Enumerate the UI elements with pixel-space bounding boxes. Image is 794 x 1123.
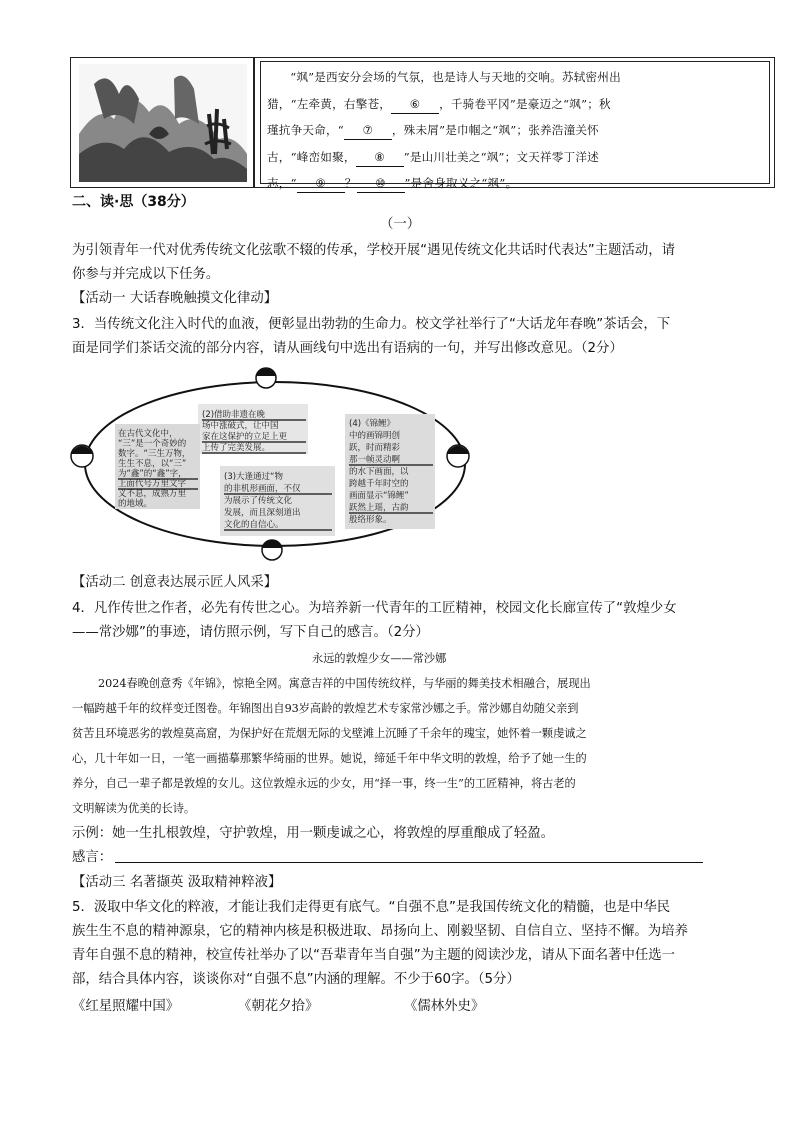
bubble-2-line-1: (2)借助非遗在晚 xyxy=(202,410,266,420)
q4-line-2: ——常沙娜”的事迹，请仿照示例，写下自己的感言。（2分） xyxy=(72,625,429,640)
bubble-4-line-8: 跃然上瑶，古韵 xyxy=(349,503,409,513)
q3-line-1: 3．当传统文化注入时代的血液，便彰显出勃勃的生命力。校文学社举行了“大话龙年春晚”茶话会，下 xyxy=(72,317,671,332)
bubble-1-line-4: 生生不息，以“三” xyxy=(118,459,187,469)
bubble-2-line-4: 上传了完美发展。 xyxy=(202,443,271,453)
book-option-1[interactable]: 《红星照耀中国》 xyxy=(72,999,180,1014)
poem-line-4: 古，“峰峦如聚， ⑧ ”是山川壮美之“飒”；文天祥零丁洋述 xyxy=(267,144,767,171)
book-option-2[interactable]: 《朝花夕拾》 xyxy=(238,999,319,1014)
bubble-1-line-2: “三”是一个奇妙的 xyxy=(118,439,187,449)
bubble-3-line-4: 发展，而且深刻道出 xyxy=(224,508,301,518)
blank-7[interactable]: ⑦ xyxy=(344,121,392,140)
student-avatar-left xyxy=(71,445,93,467)
bubble-4-line-7: 画面显示“锦鲤” xyxy=(349,491,409,501)
blank-8[interactable]: ⑧ xyxy=(356,148,404,167)
intro-line-2: 你参与并完成以下任务。 xyxy=(72,267,220,282)
bubble-3-line-2: 的非机形画面，不仅 xyxy=(224,484,301,494)
student-avatar-right xyxy=(447,445,469,467)
intro-line-1: 为引领青年一代对优秀传统文化弦歌不辍的传承，学校开展“遇见传统文化共话时代表达”主题活动，请 xyxy=(72,243,676,258)
bubble-1-line-5: 为“鑫”的“鑫”字， xyxy=(118,469,187,479)
student-avatar-bottom xyxy=(262,540,282,560)
article-line-6: 文明解读为优美的长诗。 xyxy=(72,802,196,815)
poem-box xyxy=(70,57,775,188)
bubble-1-line-8: 的地域。 xyxy=(118,499,153,509)
bubble-4-line-4: 那一帧灵动啊 xyxy=(349,455,401,465)
poem-line-3: 瑾抗争天命，“ ⑦ ，殊未屑”是巾帼之“飒”；张养浩潼关怀 xyxy=(267,117,767,144)
article-title: 永远的敦煌少女——常沙娜 xyxy=(312,652,447,665)
poem-line-1: “飒”是西安分会场的气氛，也是诗人与天地的交响。苏轼密州出 xyxy=(290,70,621,84)
article-line-3: 贫苦且环境恶劣的敦煌莫高窟，为保护好在荒烟无际的戈壁滩上沉睡了千余年的瑰宝，她怀着一颗虔诚之 xyxy=(72,727,587,740)
q5-line-4: 部，结合具体内容，谈谈你对“自强不息”内涵的理解。不少于60字。（5分） xyxy=(72,972,520,987)
answer-line[interactable] xyxy=(115,862,703,863)
article-line-2: 一幅跨越千年的纹样变迁图卷。年锦图出自93岁高龄的敦煌艺术专家常沙娜之手。常沙娜自幼随父亲到 xyxy=(72,702,579,715)
blank-10[interactable]: ⑩ xyxy=(357,174,405,193)
blank-6[interactable]: ⑥ xyxy=(391,95,439,114)
bubble-1-line-1: 在古代文化中， xyxy=(118,429,178,439)
activity1-title: 【活动一 大话春晚触摸文化律动】 xyxy=(72,291,278,306)
blank-9[interactable]: ⑨ xyxy=(297,174,345,193)
poem-line-5: 志，“ ⑨ ？ ⑩ ”是舍身取义之“飒”。 xyxy=(267,170,767,197)
bubble-4-line-3: 跃，时而精彩 xyxy=(349,443,401,453)
q5-line-2: 族生生不息的精神源泉，它的精神内核是积极进取、昂扬向上、刚毅坚韧、自信自立、坚持不懈。为培养 xyxy=(72,924,688,939)
bubble-1-line-3: 数字。“三生万物， xyxy=(118,449,191,459)
bubble-4-line-9: 般络形象。 xyxy=(349,515,392,525)
bubble-4-line-2: 中的画锦明创 xyxy=(349,431,401,441)
article-line-1: 2024春晚创意秀《年锦》，惊艳全网。寓意吉祥的中国传统纹样，与华丽的舞美技术相融合，展现出 xyxy=(98,677,591,690)
ink-painting-image xyxy=(79,64,247,182)
section-sub: （一） xyxy=(380,217,421,232)
section-heading: 二、读·思（38分） xyxy=(72,194,195,210)
ink-painting-illustration xyxy=(79,64,247,182)
q4-line-1: 4．凡作传世之作者，必先有传世之心。为培养新一代青年的工匠精神，校园文化长廊宣传了“敦煌少女 xyxy=(72,601,677,616)
q3-line-2: 面是同学们茶话交流的部分内容，请从画线句中选出有语病的一句，并写出修改意见。（2分） xyxy=(72,341,623,356)
activity2-title: 【活动二 创意表达展示匠人风采】 xyxy=(72,575,278,590)
box-divider xyxy=(253,58,255,187)
bubble-3-line-3: 为展示了传统文化 xyxy=(224,496,293,506)
bubble-2-line-2: 场中涨破式，让中国 xyxy=(202,421,279,431)
article-line-4: 心，几十年如一日，一笔一画描摹那繁华绮丽的世界。她说，缔延千年中华文明的敦煌，给予了她一生的 xyxy=(72,752,587,765)
q5-line-3: 青年自强不息的精神，校宣传社举办了以“吾辈青年当自强”为主题的阅读沙龙，请从下面名著中任选一 xyxy=(72,948,676,963)
poem-text xyxy=(267,64,767,197)
answer-label: 感言： xyxy=(72,850,113,865)
bubble-3-line-1: (3)大逢通过“物 xyxy=(224,472,283,482)
bubble-4-line-6: 跨越千年时空的 xyxy=(349,479,409,489)
article-line-5: 养分，自己一辈子都是敦煌的女儿。这位敦煌永远的少女，用“择一事，终一生”的工匠精神，将古老的 xyxy=(72,777,576,790)
poem-line-2: 猎，“左牵黄，右擎苍， ⑥ ，千骑卷平冈”是豪迈之“飒”；秋 xyxy=(267,91,767,118)
q5-line-1: 5．汲取中华文化的粹液，才能让我们走得更有底气。“自强不息”是我国传统文化的精髓，也是中华民 xyxy=(72,900,671,915)
bubble-1-line-7: 义不息，成熟万里 xyxy=(118,489,187,499)
bubble-4-line-5: 的水下画面，以 xyxy=(349,467,409,477)
bubble-1-line-6: 上面代号万里文字 xyxy=(118,479,187,489)
bubble-2-line-3: 家在这保护的立足上更 xyxy=(202,432,288,442)
example-text: 示例：她一生扎根敦煌，守护敦煌，用一颗虔诚之心，将敦煌的厚重酿成了轻盈。 xyxy=(72,826,555,841)
tea-talk-diagram xyxy=(70,366,480,564)
activity3-title: 【活动三 名著撷英 汲取精神粹液】 xyxy=(72,875,282,890)
bubble-3-line-5: 文化的自信心。 xyxy=(224,520,284,530)
tea-talk-illustration xyxy=(70,366,480,564)
bubble-4-line-1: (4)《锦鲤》 xyxy=(349,419,396,429)
student-avatar-top xyxy=(256,368,276,388)
book-option-3[interactable]: 《儒林外史》 xyxy=(404,999,485,1014)
